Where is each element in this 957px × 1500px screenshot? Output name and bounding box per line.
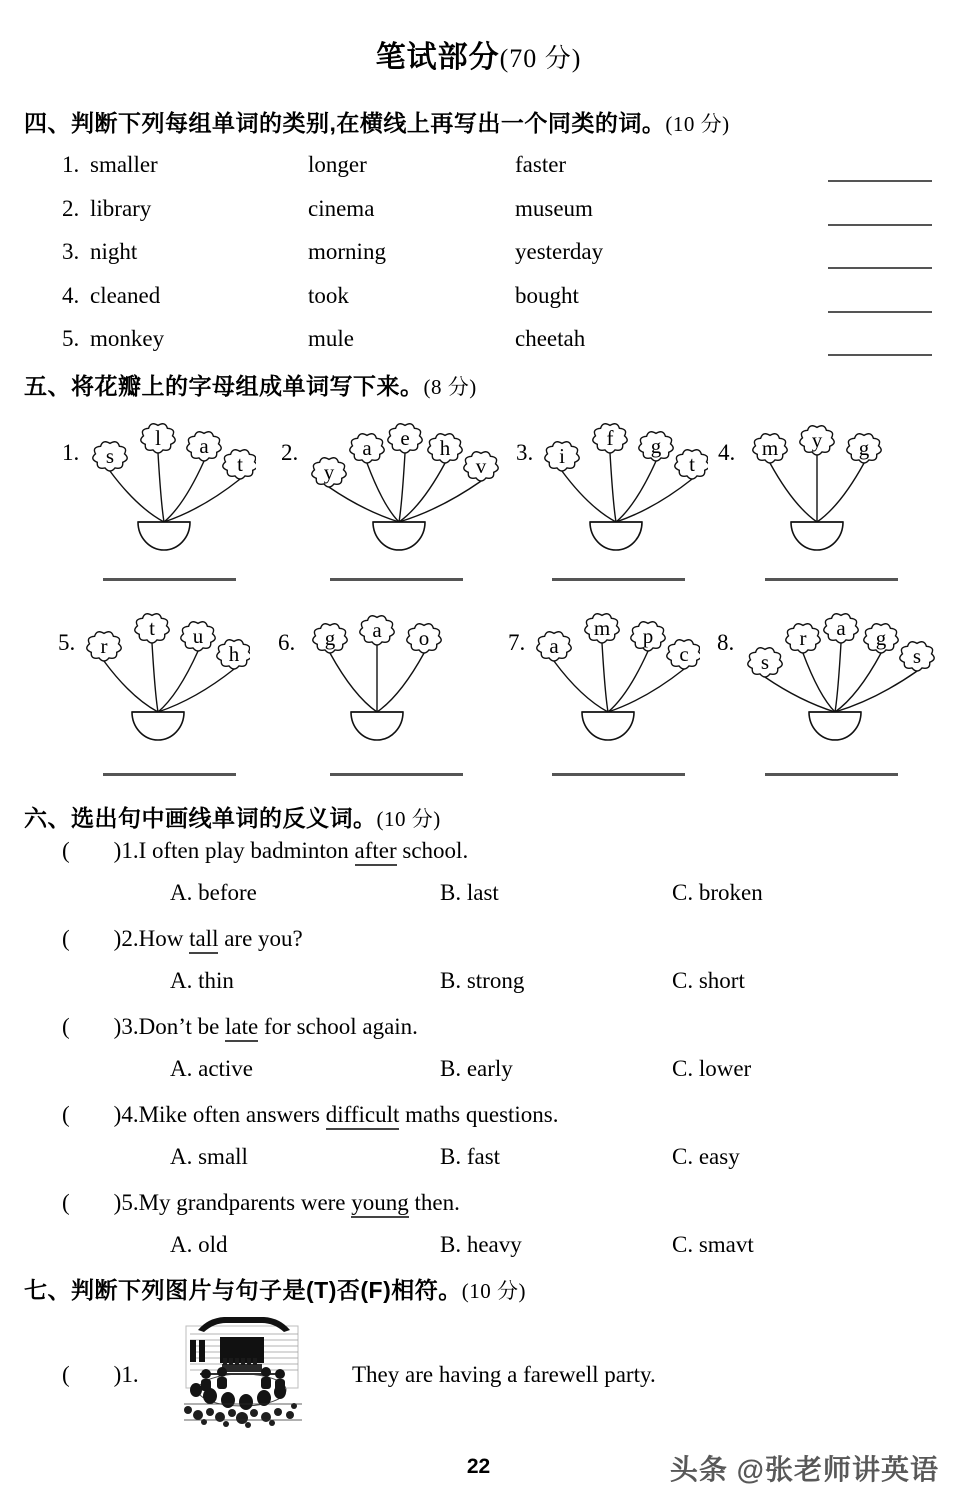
question-line — [62, 1190, 460, 1216]
petal-letter: l — [155, 426, 161, 450]
section5-heading-text: 五、将花瓣上的字母组成单词写下来。 — [24, 373, 424, 399]
question-text-pre: I often play badminton — [138, 838, 355, 863]
option-c[interactable]: C. broken — [672, 880, 763, 905]
flower-stem — [367, 463, 399, 522]
underlined-word: after — [355, 838, 397, 866]
flower-stem — [616, 479, 692, 522]
section6-heading-text: 六、选出句中画线单词的反义词。 — [24, 805, 377, 831]
flower-answer-line[interactable] — [330, 578, 463, 581]
option-c[interactable]: C. lower — [672, 1056, 752, 1081]
answer-line[interactable] — [828, 311, 932, 313]
flower-answer-line[interactable] — [552, 773, 685, 776]
word-2: mule — [308, 326, 354, 351]
flower-item-number: 7. — [508, 630, 526, 655]
word-1: monkey — [90, 326, 165, 351]
petal-letter: v — [475, 454, 487, 478]
question-text-pre: Don’t be — [138, 1014, 226, 1039]
word-group-row — [0, 283, 957, 327]
underlined-word: young — [351, 1190, 409, 1218]
flower-stem — [330, 653, 377, 712]
flower-stem — [399, 453, 405, 522]
antonym-question — [0, 838, 957, 926]
word-3: yesterday — [515, 239, 604, 264]
word-1: night — [90, 239, 138, 264]
petal-letter: a — [836, 616, 846, 640]
flower-stem — [817, 463, 864, 522]
question-number: 1. — [121, 838, 139, 863]
flower-stem — [158, 669, 234, 712]
flower-item-number: 4. — [718, 440, 736, 465]
flower-stem — [803, 653, 835, 712]
option-c[interactable]: C. smavt — [672, 1232, 754, 1257]
flower-answer-line[interactable] — [330, 773, 463, 776]
petal-letter: a — [372, 618, 382, 642]
word-2: longer — [308, 152, 367, 177]
flower-item-number: 5. — [58, 630, 76, 655]
watermark: 头条 @张老师讲英语 — [669, 1454, 939, 1485]
flower-graphic — [532, 608, 700, 750]
option-b[interactable]: B. last — [440, 880, 499, 905]
underlined-word: tall — [189, 926, 218, 954]
option-b[interactable]: B. fast — [440, 1144, 501, 1169]
underlined-word: late — [225, 1014, 258, 1042]
petal-letter: f — [606, 426, 614, 450]
word-3: faster — [515, 152, 567, 177]
flower-stem — [562, 471, 616, 522]
row-number: 4. — [62, 282, 80, 308]
petal-letter: y — [323, 460, 335, 484]
question-text-pre: My grandparents were — [138, 1190, 352, 1215]
flower-answer-line[interactable] — [765, 578, 898, 581]
flower-pot — [582, 712, 634, 740]
flower-graphic — [742, 418, 892, 560]
flower-pot — [138, 522, 190, 550]
flower-item — [718, 418, 892, 560]
word-1: library — [90, 195, 152, 221]
petal-letter: g — [875, 626, 887, 650]
word-1: cleaned — [90, 282, 161, 308]
answer-line[interactable] — [828, 180, 932, 182]
petal-letter: a — [549, 634, 559, 658]
word-group-row — [0, 326, 957, 370]
section7-heading — [24, 1272, 526, 1305]
flower-stem — [765, 677, 835, 712]
option-a[interactable]: A. active — [170, 1056, 254, 1081]
word-group-row — [0, 196, 957, 240]
underlined-word: difficult — [326, 1102, 400, 1130]
petal-letter: r — [799, 626, 807, 650]
flower-graphic — [88, 418, 256, 560]
option-a[interactable]: A. old — [170, 1232, 228, 1257]
flower-row-top — [0, 418, 957, 563]
flower-answer-line[interactable] — [103, 773, 236, 776]
antonym-question — [0, 1014, 957, 1102]
question-text-post: then. — [408, 1190, 460, 1215]
word-2: morning — [308, 239, 386, 264]
flower-item — [516, 418, 708, 560]
petal-letter: s — [912, 644, 922, 668]
flower-item-number: 3. — [516, 440, 534, 465]
flower-pot — [373, 522, 425, 550]
flower-stem — [616, 461, 656, 522]
petal-letter: s — [760, 650, 770, 674]
petal-letter: t — [237, 452, 243, 476]
flower-answer-line[interactable] — [103, 578, 236, 581]
flower-stem — [158, 651, 198, 712]
flower-stem — [164, 479, 240, 522]
petal-letter: u — [192, 624, 204, 648]
answer-line[interactable] — [828, 267, 932, 269]
question-text-pre: Mike often answers — [138, 1102, 326, 1127]
flower-graphic — [305, 418, 501, 560]
flower-stem — [164, 461, 204, 522]
petal-letter: g — [858, 436, 870, 460]
flower-stem — [399, 481, 481, 522]
section5-points: (8 分) — [423, 375, 477, 399]
page-number: 22 — [466, 1455, 491, 1478]
option-b[interactable]: B. early — [440, 1056, 513, 1081]
section7-answer-bracket[interactable]: ( )1. — [62, 1362, 139, 1387]
flower-pot — [132, 712, 184, 740]
antonym-question — [0, 926, 957, 1014]
petal-letter: g — [324, 626, 336, 650]
question-line — [62, 1102, 559, 1128]
petal-letter: p — [642, 624, 654, 648]
flower-stem — [329, 487, 399, 522]
flower-graphic — [540, 418, 708, 560]
petal-letter: y — [811, 428, 823, 452]
petal-letter: h — [439, 436, 451, 460]
question-text-post: maths questions. — [399, 1102, 559, 1127]
flower-stem — [104, 661, 158, 712]
flower-stem — [158, 453, 164, 522]
answer-line[interactable] — [828, 354, 932, 356]
petal-letter: t — [689, 452, 695, 476]
flower-stem — [110, 471, 164, 522]
row-number: 1. — [62, 152, 80, 177]
option-c[interactable]: C. short — [672, 968, 745, 993]
question-number: 2. — [121, 926, 139, 951]
question-line — [62, 926, 303, 952]
option-b[interactable]: B. strong — [440, 968, 525, 993]
flower-item-number: 2. — [281, 440, 299, 465]
petal-letter: h — [228, 642, 240, 666]
page-title — [0, 32, 957, 76]
section4-points: (10 分) — [665, 112, 730, 136]
flower-item — [717, 608, 937, 750]
row-number: 2. — [62, 195, 80, 221]
section7-heading-text: 七、判断下列图片与句子是(T)否(F)相符。 — [24, 1277, 462, 1303]
flower-item — [508, 608, 700, 750]
flower-answer-line[interactable] — [552, 578, 685, 581]
section5-heading — [24, 368, 477, 401]
flower-stem — [377, 653, 424, 712]
page-title-score: (70 分) — [499, 44, 582, 73]
word-2: cinema — [308, 195, 375, 221]
section6-heading — [24, 800, 441, 833]
flower-row-bottom — [0, 608, 957, 753]
petal-letter: a — [362, 436, 372, 460]
flower-item — [278, 608, 452, 750]
flower-stem — [770, 463, 817, 522]
petal-letter: m — [593, 616, 611, 640]
section4-heading-text: 四、判断下列每组单词的类别,在横线上再写出一个同类的词。 — [24, 110, 666, 136]
petal-letter: i — [559, 444, 565, 468]
flower-graphic — [741, 608, 937, 750]
petal-letter: a — [199, 434, 209, 458]
section5-answer-lines-row1 — [0, 578, 957, 582]
flower-stem — [610, 453, 616, 522]
section7-item-sentence: They are having a farewell party. — [352, 1362, 656, 1387]
answer-bracket[interactable]: ( ) — [62, 1102, 122, 1127]
flower-item — [62, 418, 256, 560]
option-a[interactable]: A. before — [170, 880, 257, 905]
row-number: 3. — [62, 239, 80, 264]
question-number: 5. — [121, 1190, 139, 1215]
petal-letter: s — [105, 444, 115, 468]
word-group-row — [0, 239, 957, 283]
answer-bracket[interactable]: ( ) — [62, 838, 122, 863]
section5-answer-lines-row2 — [0, 773, 957, 777]
word-3: cheetah — [515, 326, 586, 351]
farewell-party-photo — [176, 1312, 308, 1430]
petal-letter: g — [650, 434, 662, 458]
flower-item — [58, 608, 250, 750]
petal-letter: e — [400, 426, 410, 450]
flower-pot — [351, 712, 403, 740]
page-title-text: 笔试部分 — [375, 41, 500, 74]
flower-stem — [554, 661, 608, 712]
word-3: museum — [515, 195, 593, 221]
question-line — [62, 838, 468, 864]
question-number: 4. — [121, 1102, 139, 1127]
flower-stem — [608, 651, 648, 712]
word-3: bought — [515, 282, 579, 308]
flower-pot — [809, 712, 861, 740]
petal-letter: c — [679, 642, 689, 666]
petal-letter: r — [100, 634, 108, 658]
flower-stem — [835, 643, 841, 712]
section6-points: (10 分) — [376, 807, 441, 831]
flower-stem — [835, 671, 917, 712]
option-c[interactable]: C. easy — [672, 1144, 740, 1169]
answer-bracket[interactable]: ( ) — [62, 1014, 122, 1039]
answer-line[interactable] — [828, 224, 932, 226]
question-text-post: school. — [396, 838, 469, 863]
section7-item-number: 1. — [121, 1362, 139, 1387]
flower-stem — [608, 669, 684, 712]
flower-stem — [152, 643, 158, 712]
section6-questions — [0, 838, 957, 1278]
row-number: 5. — [62, 326, 80, 351]
flower-item — [281, 418, 501, 560]
option-a[interactable]: A. thin — [170, 968, 234, 993]
option-b[interactable]: B. heavy — [440, 1232, 522, 1257]
section7-item-1 — [0, 1310, 957, 1440]
section4-word-groups — [0, 152, 957, 370]
flower-item-number: 6. — [278, 630, 296, 655]
section4-heading — [24, 105, 730, 138]
answer-bracket[interactable]: ( ) — [62, 1190, 122, 1215]
farewell-party-illustration — [176, 1312, 308, 1430]
question-line — [62, 1014, 418, 1040]
flower-item-number: 1. — [62, 440, 80, 465]
antonym-question — [0, 1102, 957, 1190]
question-text-post: for school again. — [258, 1014, 418, 1039]
petal-letter: m — [761, 436, 779, 460]
flower-stem — [602, 643, 608, 712]
section7-points: (10 分) — [461, 1279, 526, 1303]
flower-item-number: 8. — [717, 630, 735, 655]
question-text-pre: How — [138, 926, 190, 951]
flower-pot — [791, 522, 843, 550]
flower-pot — [590, 522, 642, 550]
option-a[interactable]: A. small — [170, 1144, 248, 1169]
petal-letter: o — [418, 626, 430, 650]
petal-letter: t — [149, 616, 155, 640]
flower-graphic — [302, 608, 452, 750]
flower-answer-line[interactable] — [765, 773, 898, 776]
question-text-post: are you? — [218, 926, 303, 951]
question-number: 3. — [121, 1014, 139, 1039]
answer-bracket[interactable]: ( ) — [62, 926, 122, 951]
word-2: took — [308, 282, 349, 308]
word-1: smaller — [90, 152, 158, 177]
antonym-question — [0, 1190, 957, 1278]
flower-graphic — [82, 608, 250, 750]
word-group-row — [0, 152, 957, 196]
